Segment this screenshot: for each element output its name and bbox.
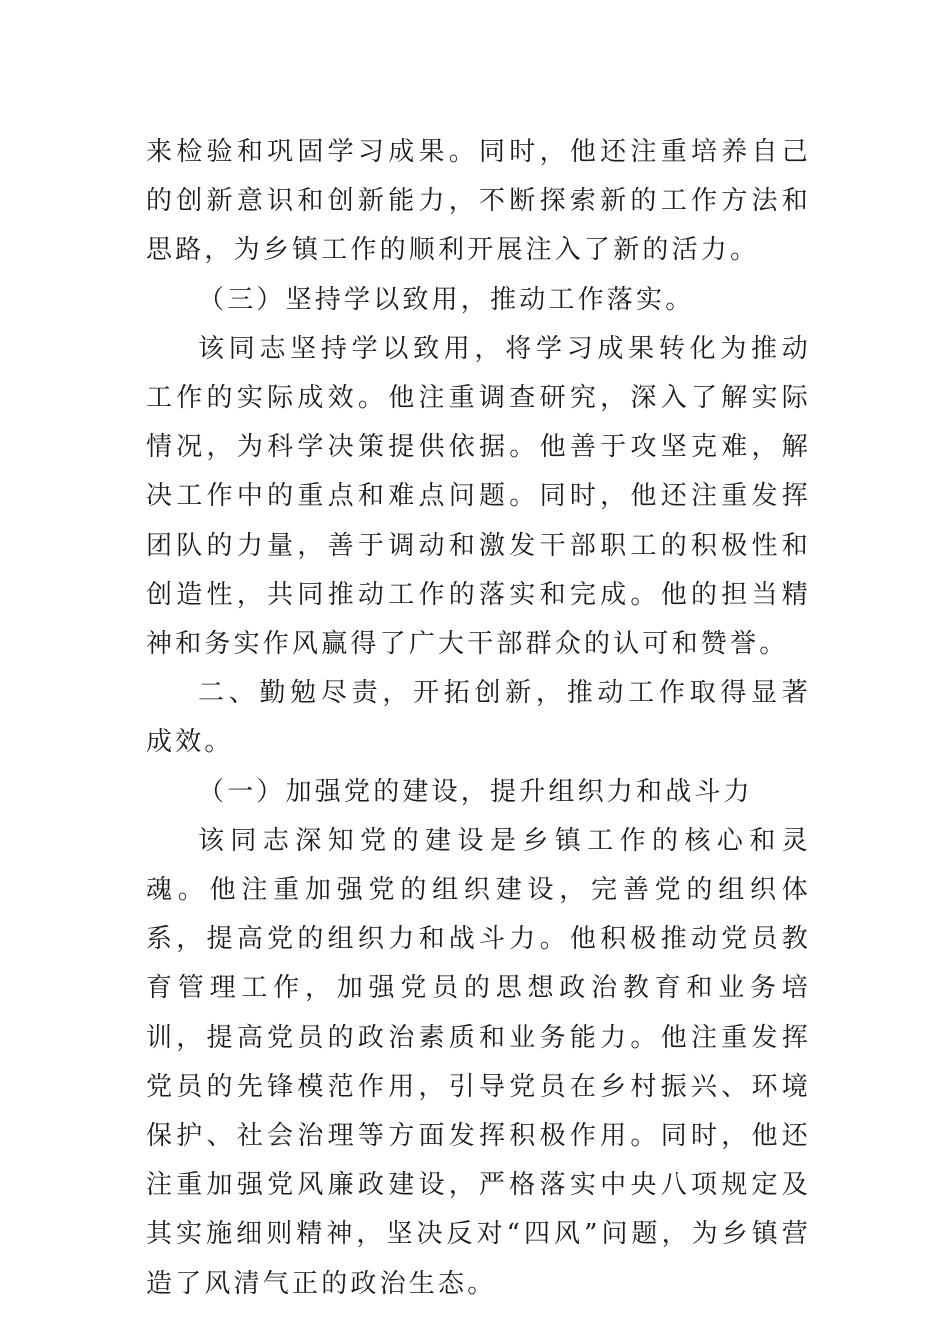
paragraph-party-building: 该同志深知党的建设是乡镇工作的核心和灵魂。他注重加强党的组织建设，完善党的组织体系，提高党的组织力和战斗力。他积极推动党员教育管理工作，加强党员的思想政治教育和业务培训，提高党员的政治素质和业务能力。他注重发挥党员的先锋模范作用，引导党员在乡村振兴、环境保护、社会治理等方面发挥积极作用。同时，他还注重加强党风廉政建设，严格落实中央八项规定及其实施细则精神，坚决反对“四风”问题，为乡镇营造了风清气正的政治生态。 <box>146 825 811 1299</box>
paragraph-apply-learning: 该同志坚持学以致用，将学习成果转化为推动工作的实际成效。他注重调查研究，深入了解实际情况，为科学决策提供依据。他善于攻坚克难，解决工作中的重点和难点问题。同时，他还注重发挥团队的力量，善于调动和激发干部职工的积极性和创造性，共同推动工作的落实和完成。他的担当精神和务实作风赢得了广大干部群众的认可和赞誉。 <box>146 333 811 660</box>
paragraph-continuation: 来检验和巩固学习成果。同时，他还注重培养自己的创新意识和创新能力，不断探索新的工作方法和思路，为乡镇工作的顺利开展注入了新的活力。 <box>146 137 811 266</box>
document-body <box>146 128 811 1309</box>
subheading-3: （三）坚持学以致用，推动工作落实。 <box>198 284 695 315</box>
subheading-2-1: （一）加强党的建设，提升组织力和战斗力 <box>198 776 753 807</box>
section-heading-2: 二、勤勉尽责，开拓创新，推动工作取得显著成效。 <box>146 678 811 758</box>
